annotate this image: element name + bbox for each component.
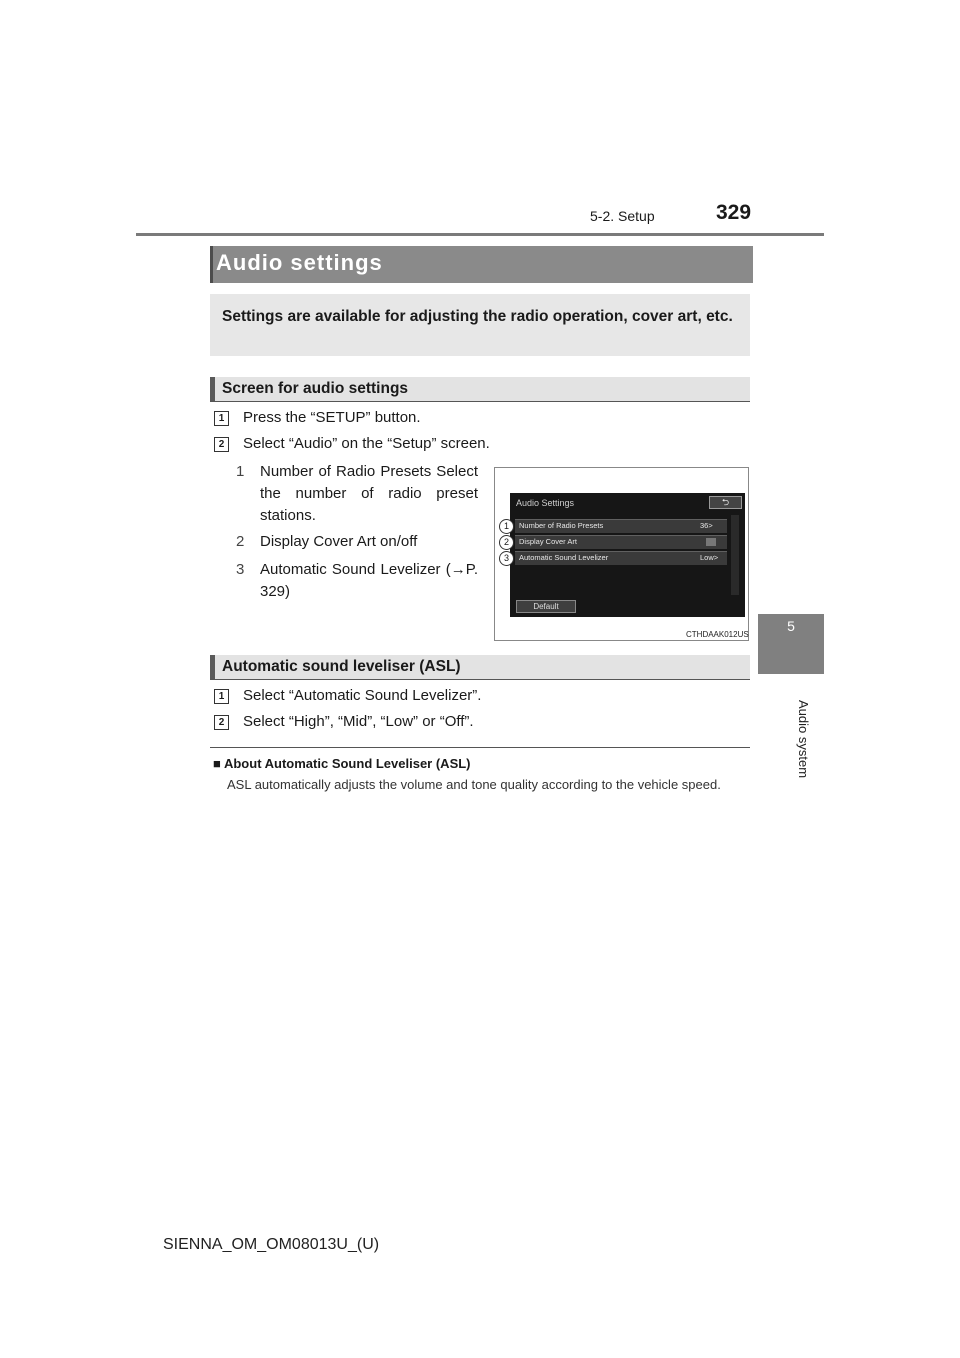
document-footer: SIENNA_OM_OM08013U_(U) [163, 1236, 380, 1253]
item-text: Display Cover Art on/off [260, 533, 418, 550]
about-rule [210, 747, 750, 748]
section-header-rule [210, 679, 750, 680]
callout-marker: 3 [499, 551, 514, 566]
step-text: Select “Automatic Sound Levelizer”. [243, 687, 482, 704]
page-number: 329 [716, 201, 752, 224]
step-marker: 2 [214, 437, 229, 452]
screen-row-value: Low> [700, 553, 719, 562]
step-marker: 2 [214, 715, 229, 730]
section-heading-screen: Screen for audio settings [222, 380, 409, 397]
screen-row-label: Display Cover Art [519, 537, 577, 546]
step-marker: 1 [214, 411, 229, 426]
screen-row-label: Number of Radio Presets [519, 521, 604, 530]
callout-marker: 2 [499, 535, 514, 550]
item-number-icon: 3 [236, 561, 245, 578]
page-title: Audio settings [216, 250, 383, 275]
figure-code: CTHDAAK012US [686, 630, 749, 639]
item-text: Automatic Sound Levelizer (→P. 329) [260, 561, 478, 600]
section-header-rule [210, 401, 750, 402]
chapter-number: 5 [787, 618, 795, 634]
step-text: Select “Audio” on the “Setup” screen. [243, 435, 490, 452]
screen-row-value: 36> [700, 521, 713, 530]
header-section: 5-2. Setup [590, 208, 655, 224]
item-number-icon: 2 [236, 533, 245, 550]
about-body: ASL automatically adjusts the volume and tone quality according to the vehicle speed. [227, 777, 721, 792]
back-icon[interactable]: ⮌ [709, 496, 742, 509]
about-heading: ■ About Automatic Sound Leveliser (ASL) [213, 756, 471, 771]
step-text: Press the “SETUP” button. [243, 409, 421, 426]
chapter-label: Audio system [796, 700, 811, 779]
item-number-icon: 1 [236, 463, 245, 480]
checkbox-icon[interactable] [706, 538, 716, 546]
screen-row-label: Automatic Sound Levelizer [519, 553, 609, 562]
scrollbar[interactable] [731, 515, 739, 595]
step-marker: 1 [214, 689, 229, 704]
default-button[interactable]: Default [516, 600, 576, 613]
section-heading-asl: Automatic sound leveliser (ASL) [222, 658, 461, 675]
step-text: Select “High”, “Mid”, “Low” or “Off”. [243, 713, 474, 730]
item-text: Number of Radio Presets Select the number of radio preset stations. [260, 463, 478, 524]
header-rule [136, 233, 824, 236]
callout-marker: 1 [499, 519, 514, 534]
intro-text: Settings are available for adjusting the radio operation, cover art, etc. [222, 308, 733, 325]
screen-title: Audio Settings [516, 498, 575, 508]
